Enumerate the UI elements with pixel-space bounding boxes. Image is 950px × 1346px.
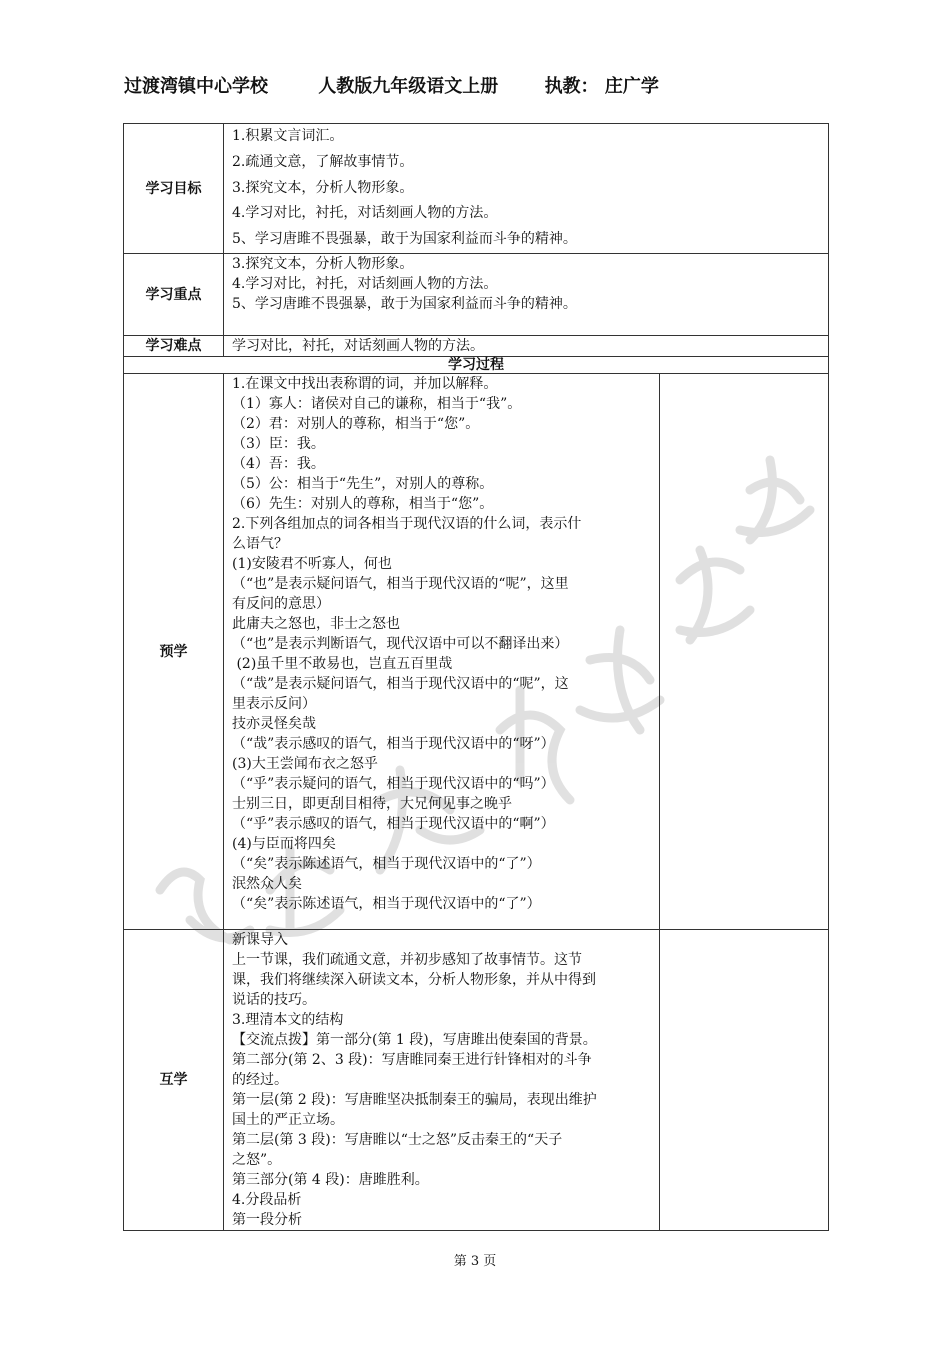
preview-line: (4)与臣而将四矣 — [232, 836, 336, 852]
preview-line: 此庸夫之怒也，非士之怒也 — [232, 616, 400, 632]
focus-row — [124, 254, 829, 336]
mutual-label: 互学 — [124, 930, 224, 1231]
preview-line: （“哉”表示感叹的语气，相当于现代汉语中的“呀”） — [232, 736, 555, 752]
preview-line: （“矣”表示陈述语气，相当于现代汉语中的“了”） — [232, 856, 541, 872]
preview-row — [124, 374, 829, 930]
preview-line: （1）寡人：诸侯对自己的谦称，相当于“我”。 — [232, 396, 522, 412]
mutual-line: 【交流点拨】第一部分(第 1 段)，写唐雎出使秦国的背景。 — [232, 1032, 597, 1048]
focus-item: 4.学习对比，衬托，对话刻画人物的方法。 — [232, 276, 498, 292]
goal-item: 5、学习唐雎不畏强暴，敢于为国家利益而斗争的精神。 — [232, 231, 577, 248]
lesson-plan-table — [123, 123, 829, 1231]
difficulty-row — [124, 336, 829, 357]
preview-line: (1)安陵君不听寡人，何也 — [232, 556, 392, 572]
mutual-line: 第二层(第 3 段)：写唐睢以“士之怒”反击秦王的“天子 — [232, 1132, 563, 1148]
preview-line: （“矣”表示陈述语气，相当于现代汉语中的“了”） — [232, 896, 541, 912]
goals-content — [224, 124, 829, 254]
preview-content — [224, 374, 660, 930]
mutual-line: 课，我们将继续深入研读文本，分析人物形象，并从中得到 — [232, 972, 596, 988]
mutual-line: 上一节课，我们疏通文意，并初步感知了故事情节。这节 — [232, 952, 582, 968]
mutual-line: 之怒”。 — [232, 1152, 282, 1168]
preview-line: 么语气？ — [232, 536, 288, 552]
goals-row — [124, 124, 829, 254]
preview-line: 技亦灵怪矣哉 — [232, 716, 316, 732]
mutual-line: 第二部分(第 2、3 段)：写唐睢同秦王进行针锋相对的斗争 — [232, 1052, 592, 1068]
preview-line: 1.在课文中找出表称谓的词，并加以解释。 — [232, 376, 498, 392]
mutual-line: 4.分段品析 — [232, 1192, 302, 1208]
page-number: 第 3 页 — [453, 1254, 497, 1269]
difficulty-label: 学习难点 — [124, 336, 224, 357]
preview-line: （“也”是表示疑问语气，相当于现代汉语的“呢”，这里 — [232, 576, 569, 592]
preview-line: (3)大王尝闻布衣之怒乎 — [232, 756, 378, 772]
mutual-notes-cell — [660, 930, 829, 1231]
preview-line: 2.下列各组加点的词各相当于现代汉语的什么词，表示什 — [232, 516, 582, 532]
preview-line: （3）臣：我。 — [232, 436, 325, 452]
goals-label: 学习目标 — [124, 124, 224, 254]
mutual-line: 3.理清本文的结构 — [232, 1012, 344, 1028]
preview-line: 有反问的意思） — [232, 596, 330, 612]
mutual-line: 第三部分(第 4 段)：唐雎胜利。 — [232, 1172, 429, 1188]
preview-notes-cell — [660, 374, 829, 930]
process-title: 学习过程 — [124, 357, 829, 374]
mutual-line: 新课导入 — [232, 932, 288, 948]
preview-label: 预学 — [124, 374, 224, 930]
focus-label: 学习重点 — [124, 254, 224, 336]
focus-item: 3.探究文本，分析人物形象。 — [232, 256, 414, 272]
preview-line: 泯然众人矣 — [232, 876, 302, 892]
focus-item: 5、学习唐雎不畏强暴，敢于为国家利益而斗争的精神。 — [232, 296, 577, 312]
mutual-line: 说话的技巧。 — [232, 992, 316, 1008]
mutual-line: 第一段分析 — [232, 1212, 302, 1228]
textbook-name: 人教版九年级语文上册 — [318, 76, 499, 97]
page-header — [124, 72, 824, 102]
preview-line: （4）吾：我。 — [232, 456, 325, 472]
mutual-row — [124, 930, 829, 1231]
mutual-line: 的经过。 — [232, 1072, 288, 1088]
preview-line: （6）先生：对别人的尊称，相当于“您”。 — [232, 496, 494, 512]
mutual-content — [224, 930, 660, 1231]
goal-item: 1.积累文言词汇。 — [232, 128, 344, 144]
goal-item: 4.学习对比，衬托，对话刻画人物的方法。 — [232, 205, 498, 222]
preview-line: （2）君：对别人的尊称，相当于“您”。 — [232, 416, 480, 432]
goal-item: 2.疏通文意，了解故事情节。 — [232, 153, 414, 170]
process-title-row — [124, 357, 829, 374]
preview-line: 里表示反问） — [232, 696, 316, 712]
preview-line: （“乎”表示感叹的语气，相当于现代汉语中的“啊”） — [232, 816, 555, 832]
teacher-name: 执教： 庄广学 — [544, 76, 659, 97]
school-name: 过渡湾镇中心学校 — [124, 76, 268, 97]
difficulty-content — [224, 336, 829, 357]
mutual-line: 国土的严正立场。 — [232, 1112, 344, 1128]
preview-line: （“乎”表示疑问的语气，相当于现代汉语中的“吗”） — [232, 776, 555, 792]
preview-line: （“也”是表示判断语气，现代汉语中可以不翻译出来） — [232, 636, 569, 652]
preview-line: （“哉”是表示疑问语气，相当于现代汉语中的“呢”，这 — [232, 676, 569, 692]
preview-line: (2)虽千里不敢易也，岂直五百里哉 — [232, 656, 453, 672]
goal-item: 3.探究文本，分析人物形象。 — [232, 179, 414, 196]
difficulty-text: 学习对比，衬托，对话刻画人物的方法。 — [232, 338, 484, 354]
focus-content — [224, 254, 829, 336]
preview-line: 士别三日，即更刮目相待，大兄何见事之晚乎 — [232, 796, 512, 812]
mutual-line: 第一层(第 2 段)：写唐睢坚决抵制秦王的骗局，表现出维护 — [232, 1092, 597, 1108]
preview-line: （5）公：相当于“先生”，对别人的尊称。 — [232, 476, 494, 492]
